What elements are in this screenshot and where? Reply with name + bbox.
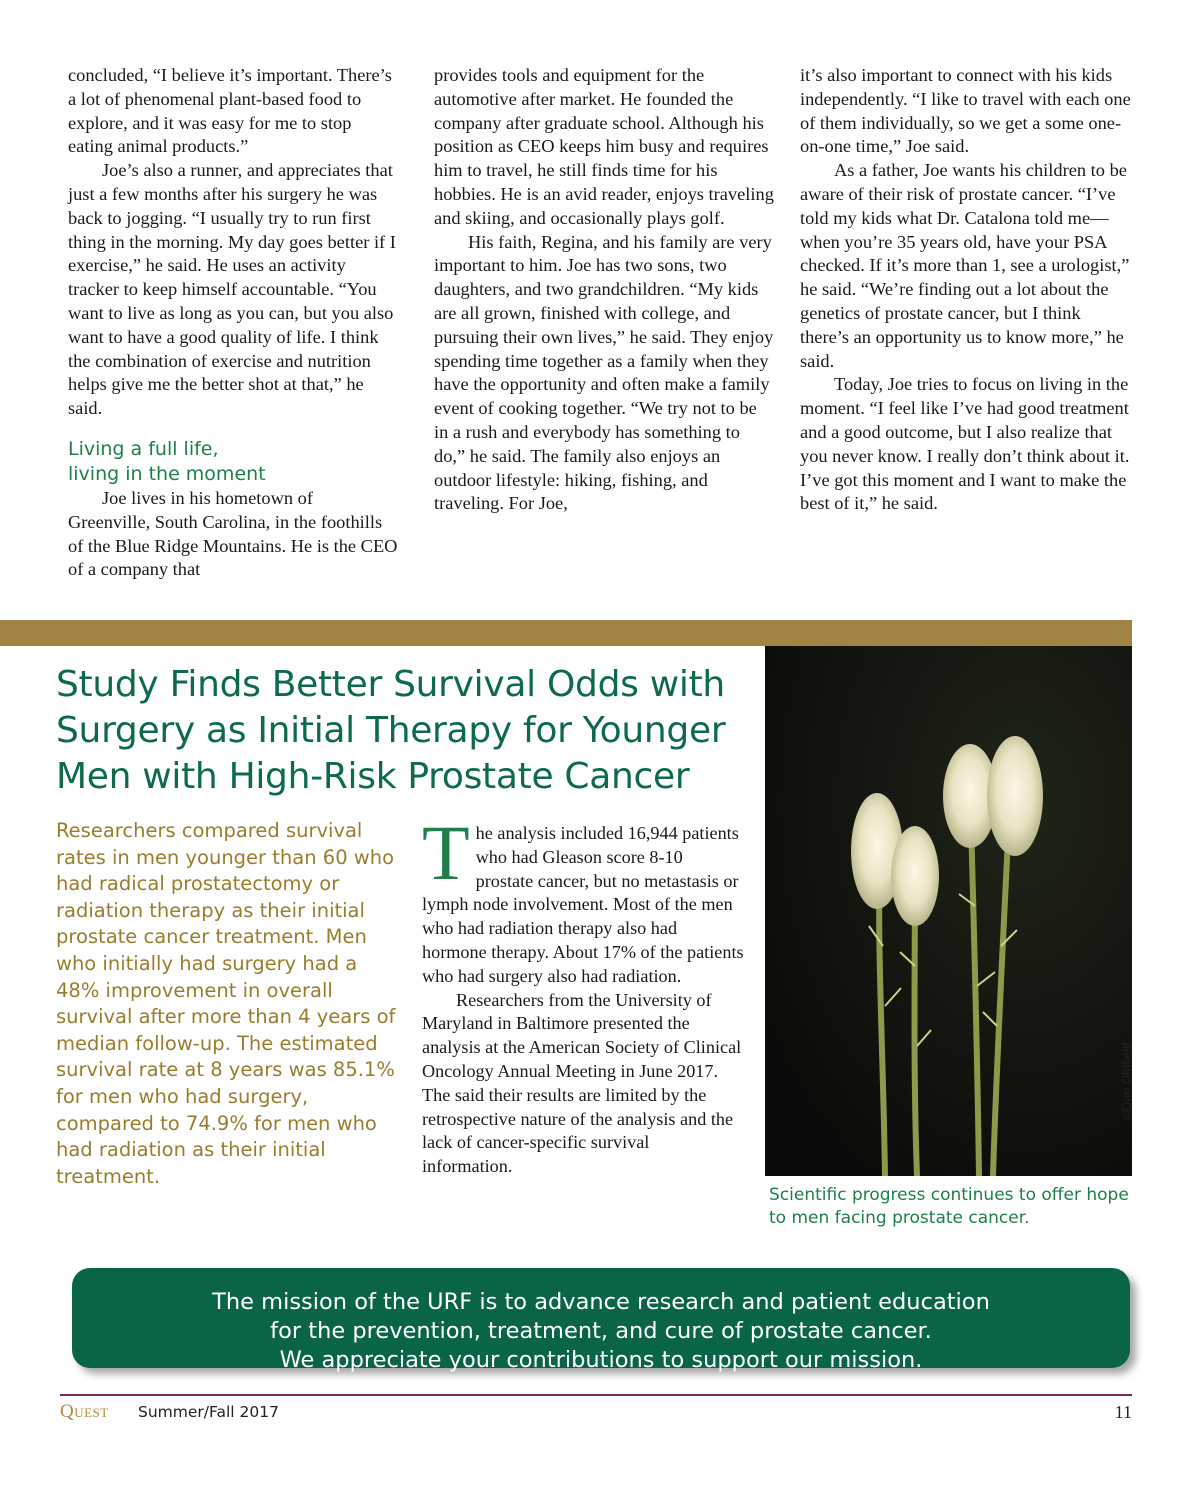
subheading-line: Living a full life, (68, 437, 219, 460)
mission-line: The mission of the URF is to advance research and patient education (212, 1289, 990, 1315)
issue-label: Summer/Fall 2017 (138, 1403, 279, 1421)
mission-statement-box (72, 1268, 1130, 1373)
paragraph: As a father, Joe wants his children to be aware of their risk of prostate cancer. “I’ve told my kids what Dr. Catalona told me—when you’re 35 years old, have your PSA checked. If it’s more than 1, see a urologist,” he said. “We’re finding out a lot about the genetics of prostate cancer, but I think there’s an opportunity us to know more,” he said. (800, 160, 1130, 371)
mission-line: for the prevention, treatment, and cure of prostate cancer. (270, 1318, 932, 1344)
article-column-3 (800, 64, 1132, 516)
photo-caption: Scientific progress continues to offer hope to men facing prostate cancer. (769, 1185, 1129, 1228)
paragraph: concluded, “I believe it’s important. There’s a lot of phenomenal plant-based food to explore, and it was easy for me to stop eating animal products.” (68, 65, 392, 157)
study-headline: Study Finds Better Survival Odds with Surgery as Initial Therapy for Younger Men with High-Risk Prostate Cancer (56, 664, 726, 797)
paragraph: provides tools and equipment for the automotive after market. He founded the company after graduate school. Although his position as CEO keeps him busy and requires him to travel, he still finds time for his hobbies. He is an avid reader, enjoys traveling and skiing, and occasionally plays golf. (434, 65, 774, 228)
page-number: 11 (1114, 1402, 1132, 1422)
paragraph: His faith, Regina, and his family are very important to him. Joe has two sons, two daughters, and two grandchildren. “My kids are all grown, finished with college, and pursuing their own lives,” he said. They enjoy spending time together as a family when they have the opportunity and often make a family event of cooking together. “We try not to be in a rush and everybody has something to do,” he said. The family also enjoys an outdoor lifestyle: hiking, fishing, and traveling. For Joe, (434, 231, 774, 514)
section-divider-band (0, 620, 1132, 646)
mission-line: We appreciate your contributions to support our mission. (279, 1347, 923, 1373)
paragraph: it’s also important to connect with his kids independently. “I like to travel with each one of them individually, so we get a some one-on-one time,” Joe said. (800, 65, 1131, 157)
drop-cap: T (422, 809, 470, 896)
paragraph: Researchers from the University of Maryland in Baltimore presented the analysis at the American Society of Clinical Oncology Annual Meeting in June 2017. The said their results are limited by the retrospective nature of the analysis and the lack of cancer-specific survival information. (422, 989, 742, 1177)
magazine-name: Quest (60, 1401, 109, 1422)
beargrass-illustration (765, 646, 1132, 1176)
paragraph-text: he analysis included 16,944 patients who had Gleason score 8-10 prostate cancer, but no metastasis or lymph node involvement. Most of the men who had radiation therapy also had hormone therapy. About 17% of the patients who had surgery also had radiation. (422, 823, 744, 986)
paragraph: Joe lives in his hometown of Greenville, South Carolina, in the foothills of the Blue Ridge Mountains. He is the CEO of a company that (68, 487, 398, 580)
article-column-2 (434, 64, 774, 516)
paragraph: Today, Joe tries to focus on living in the moment. “I feel like I’ve had good treatment and a good outcome, but I also realize that you never know. I really don’t think about it. I’ve got this moment and I want to make the best of it,” he said. (800, 374, 1130, 514)
section-subheading (68, 437, 398, 487)
photo-credit: ©Dan Oldfield (1120, 1042, 1134, 1120)
page-footer (60, 1400, 1132, 1424)
article-column-1 (68, 64, 398, 582)
paragraph: Joe’s also a runner, and appreciates that just a few months after his surgery he was back to jogging. “I usually try to run first thing in the morning. My day goes better if I exercise,” he said. He uses an activity tracker to keep himself accountable. “You want to live as long as you can, but you also want to have a good quality of life. I think the combination of exercise and nutrition helps give me the better shot at that,” he said. (68, 160, 396, 419)
study-summary: Researchers compared survival rates in men younger than 60 who had radical prostatectomy or radiation therapy as their initial prostate cancer treatment. Men who initially had surgery had a 48% improvement in overall survival after more than 4 years of median follow-up. The estimated survival rate at 8 years was 85.1% for men who had surgery, compared to 74.9% for men who had radiation as their initial treatment. (56, 819, 396, 1188)
subheading-line: living in the moment (68, 462, 266, 485)
flower-photo (765, 646, 1132, 1176)
paragraph (422, 809, 744, 989)
footer-rule (60, 1394, 1132, 1396)
study-article (422, 809, 744, 1179)
